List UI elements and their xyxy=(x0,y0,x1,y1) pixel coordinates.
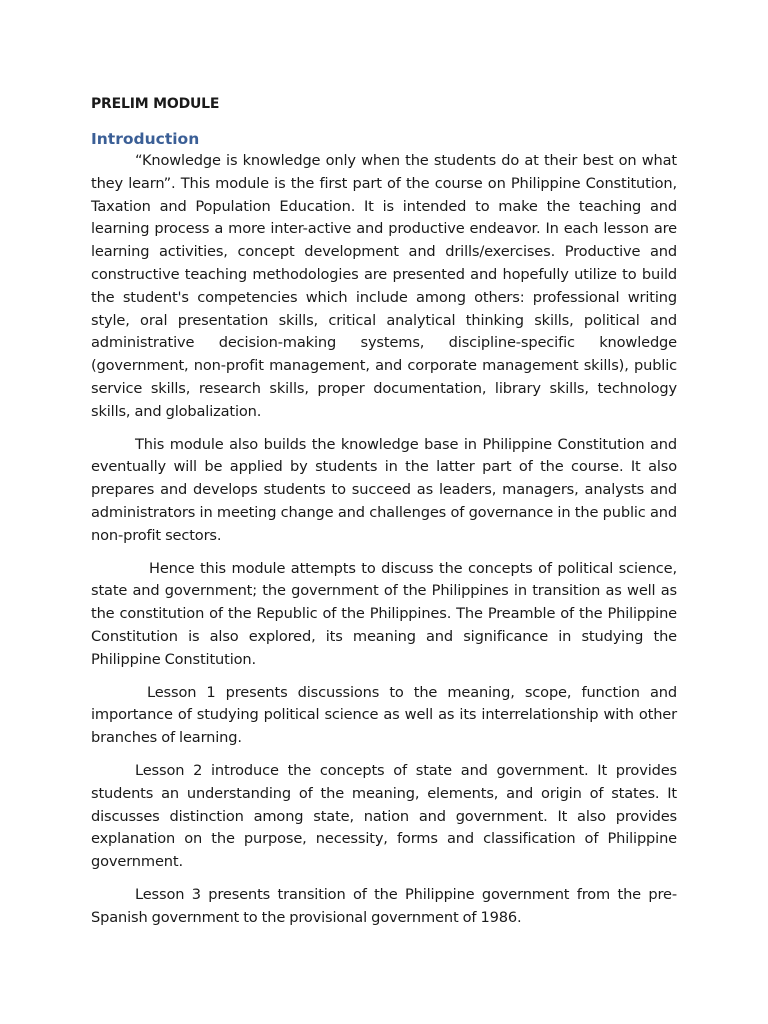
lesson-3-paragraph: Lesson 3 presents transition of the Philippine government from the pre-Spanish government to the provisional government of 1986. xyxy=(91,885,677,926)
module-title: PRELIM MODULE xyxy=(91,96,220,112)
intro-paragraph-2: This module also builds the knowledge base in Philippine Constitution and eventually will be applied by students in the latter part of the course. It also prepares and develops students to succeed as leaders, managers, analysts and administrators in meeting change and challenges of governance in the public and non-profit sectors. xyxy=(91,435,677,544)
section-heading-introduction: Introduction xyxy=(91,130,200,148)
document-page xyxy=(91,94,677,940)
intro-paragraph-3: Hence this module attempts to discuss the concepts of political science, state and government; the government of the Philippines in transition as well as the constitution of the Republic of the Philippines. The Preamble of the Philippine Constitution is also explored, its meaning and significance in studying the Philippine Constitution. xyxy=(91,559,677,668)
lesson-1-paragraph: Lesson 1 presents discussions to the meaning, scope, function and importance of studying political science as well as its interrelationship with other branches of learning. xyxy=(91,683,677,747)
lesson-2-paragraph: Lesson 2 introduce the concepts of state and government. It provides students an understanding of the meaning, elements, and origin of states. It discusses distinction among state, nation and government. It also provides explanation on the purpose, necessity, forms and classification of Philippine government. xyxy=(91,761,677,871)
intro-paragraph-1: “Knowledge is knowledge only when the students do at their best on what they learn”. This module is the first part of the course on Philippine Constitution, Taxation and Population Education. It is intended to make the teaching and learning process a more inter-active and productive endeavor. In each lesson are learning activities, concept development and drills/exercises. Productive and constructive teaching methodologies are presented and hopefully utilize to build the student's competencies which include among others: professional writing style, oral presentation skills, critical analytical thinking skills, political and administrative decision-making systems, discipline-specific knowledge (government, non-profit management, and corporate management skills), public service skills, research skills, proper documentation, library skills, technology skills, and globalization. xyxy=(91,152,677,420)
